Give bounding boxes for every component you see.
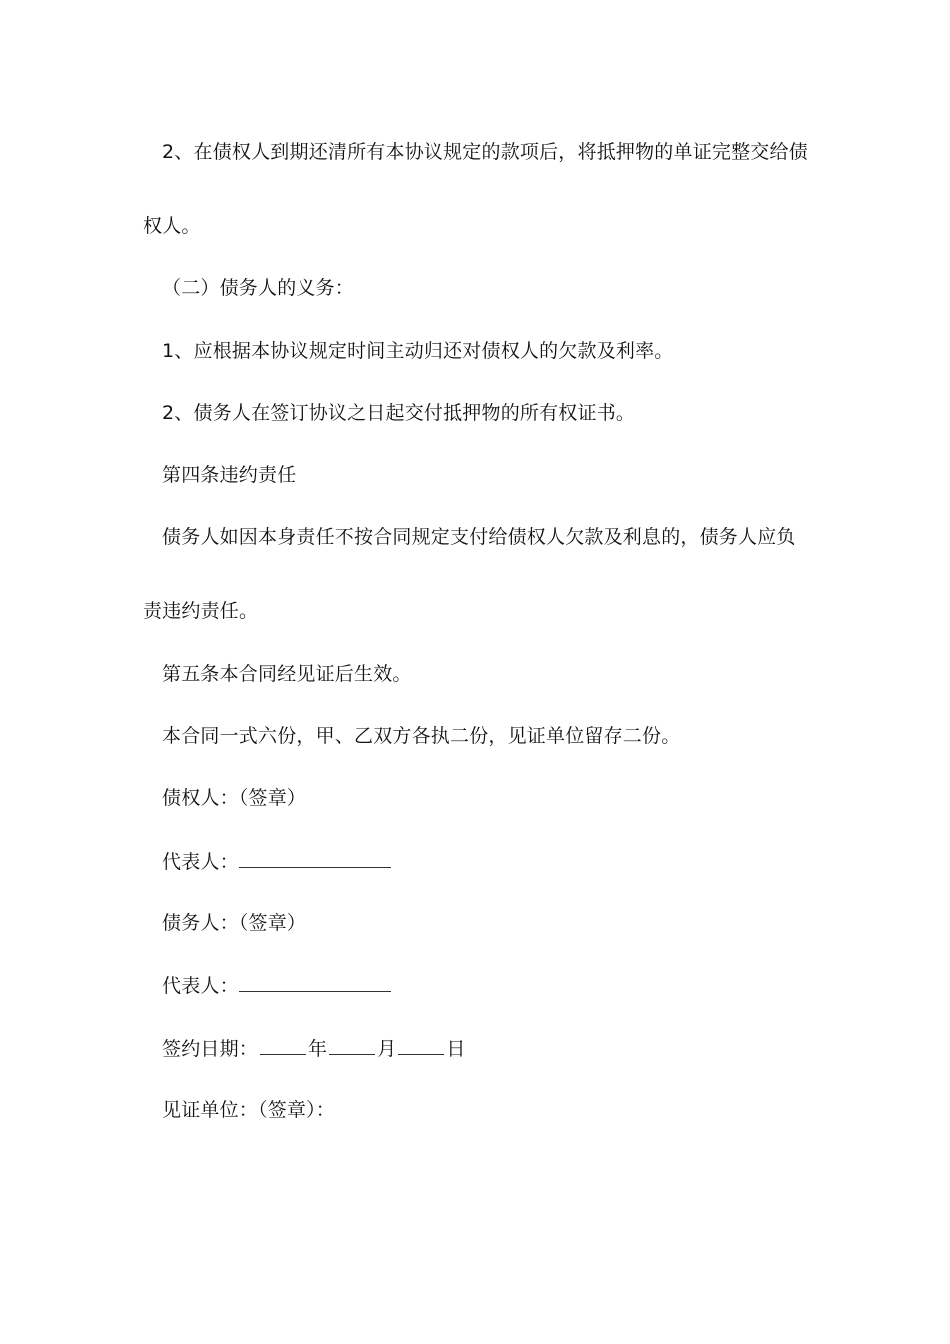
year-blank[interactable] <box>260 1036 306 1055</box>
paragraph-line: 本合同一式六份，甲、乙双方各执二份，见证单位留存二份。 <box>162 725 681 747</box>
day-label: 日 <box>446 1038 466 1060</box>
representative-label: 代表人： <box>162 851 239 873</box>
section-heading: （二）债务人的义务： <box>162 277 355 299</box>
representative-row <box>162 973 391 998</box>
paragraph-line: 权人。 <box>143 215 201 237</box>
representative-label: 代表人： <box>162 975 239 997</box>
article-heading: 第四条违约责任 <box>162 464 297 486</box>
month-label: 月 <box>377 1038 397 1060</box>
representative-blank[interactable] <box>239 973 391 992</box>
article-heading: 第五条本合同经见证后生效。 <box>162 663 412 685</box>
debtor-signature-label: 债务人：（签章） <box>162 912 307 934</box>
paragraph-line: 2、在债权人到期还清所有本协议规定的款项后，将抵押物的单证完整交给债 <box>162 141 808 163</box>
day-blank[interactable] <box>398 1036 444 1055</box>
representative-blank[interactable] <box>239 849 391 868</box>
creditor-signature-label: 债权人：（签章） <box>162 787 307 809</box>
paragraph-line: 责违约责任。 <box>143 600 259 622</box>
paragraph-line: 债务人如因本身责任不按合同规定支付给债权人欠款及利息的，债务人应负 <box>162 526 796 548</box>
duty-item: 1、应根据本协议规定时间主动归还对债权人的欠款及利率。 <box>162 340 674 362</box>
witness-signature-label: 见证单位：（签章）： <box>162 1099 336 1121</box>
representative-row <box>162 849 391 874</box>
year-label: 年 <box>308 1038 328 1060</box>
sign-date-label: 签约日期： <box>162 1038 259 1060</box>
sign-date-row <box>162 1036 466 1061</box>
duty-item: 2、债务人在签订协议之日起交付抵押物的所有权证书。 <box>162 402 636 424</box>
month-blank[interactable] <box>329 1036 375 1055</box>
